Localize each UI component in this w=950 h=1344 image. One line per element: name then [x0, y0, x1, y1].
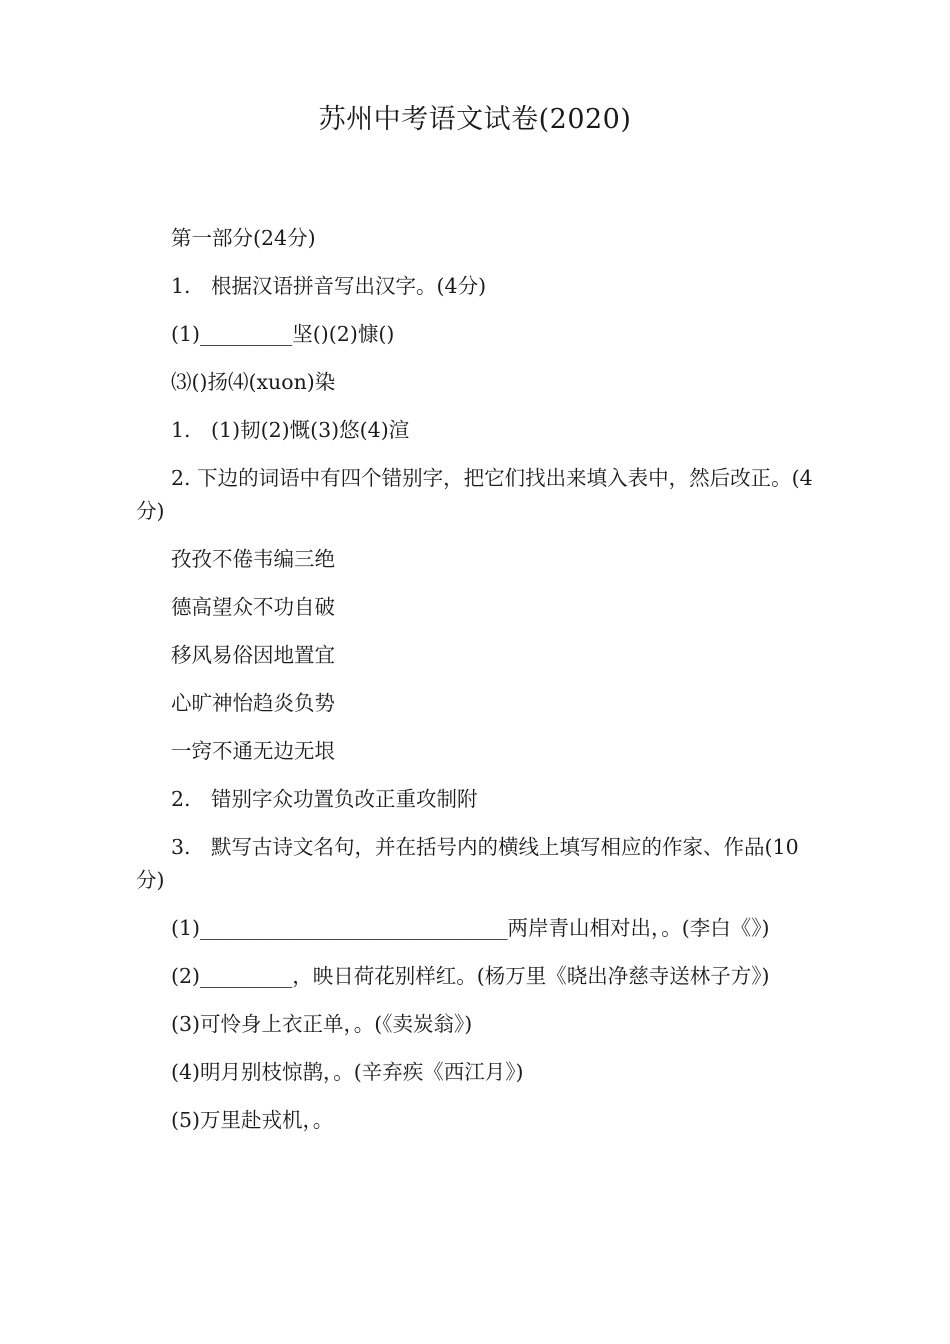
question-2: 2. 下边的词语中有四个错别字，把它们找出来填入表中，然后改正。(4分) [136, 466, 813, 523]
word-line-4: 心旷神怡趋炎负势 [171, 691, 335, 715]
answer-2: 2. 错别字众功置负改正重攻制附 [171, 787, 478, 811]
question-3-item-2: (2)_________，映日荷花别样红。(杨万里《晓出净慈寺送林子方》) [171, 964, 770, 988]
question-3: 3. 默写古诗文名句，并在括号内的横线上填写相应的作家、作品(10分) [136, 835, 799, 892]
section-heading: 第一部分(24分) [171, 226, 316, 250]
document-body [136, 222, 816, 1152]
answer-1: 1. (1)韧(2)慨(3)悠(4)渲 [171, 418, 410, 442]
word-line-1: 孜孜不倦韦编三绝 [171, 547, 335, 571]
question-1: 1. 根据汉语拼音写出汉字。(4分) [171, 274, 487, 298]
question-3-item-5: (5)万里赴戎机，。 [171, 1108, 334, 1132]
question-3-item-1: (1)______________________________两岸青山相对出，。(李白《》) [171, 916, 770, 940]
word-line-2: 德高望众不功自破 [171, 595, 335, 619]
question-3-item-3: (3)可怜身上衣正单，。(《卖炭翁》) [171, 1012, 473, 1036]
word-line-5: 一窍不通无边无垠 [171, 739, 335, 763]
word-line-3: 移风易俗因地置宜 [171, 643, 335, 667]
question-3-item-4: (4)明月别枝惊鹊，。(辛弃疾《西江月》) [171, 1060, 524, 1084]
question-1-item-a: (1)_________坚()(2)慷() [171, 322, 395, 346]
document-title: 苏州中考语文试卷(2020) [318, 104, 632, 135]
question-1-item-b: ⑶()扬⑷(xuon)染 [171, 370, 336, 394]
